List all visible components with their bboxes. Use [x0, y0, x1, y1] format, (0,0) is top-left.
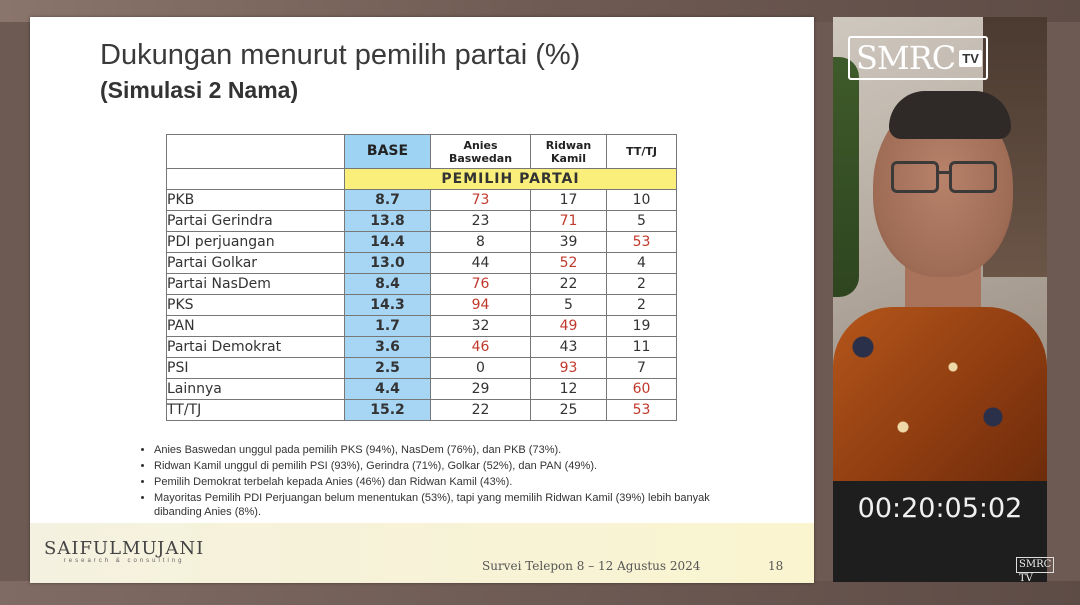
- cell-party: TT/TJ: [167, 400, 345, 421]
- cell-base: 14.3: [345, 295, 431, 316]
- note-item: • Mayoritas Pemilih PDI Perjuangan belum menentukan (53%), tapi yang memilih Ridwan Kamil (39%) lebih banyak dibanding Anies (8%).: [154, 491, 714, 519]
- table-header-row: [167, 135, 677, 169]
- note-item: • Ridwan Kamil unggul di pemilih PSI (93%), Gerindra (71%), Golkar (52%), dan PAN (49%).: [154, 459, 714, 473]
- survey-footer-text: Survei Telepon 8 – 12 Agustus 2024: [482, 559, 701, 573]
- table-row: [167, 400, 677, 421]
- page-number: 18: [768, 559, 784, 573]
- cell-ridwan: 49: [531, 316, 607, 337]
- cell-base: 8.4: [345, 274, 431, 295]
- header-ridwan: Ridwan Kamil: [531, 135, 607, 169]
- cell-ridwan: 17: [531, 190, 607, 211]
- cell-ridwan: 12: [531, 379, 607, 400]
- table-row: [167, 379, 677, 400]
- cell-ridwan: 93: [531, 358, 607, 379]
- cell-anies: 46: [431, 337, 531, 358]
- notes-list: [140, 443, 714, 521]
- cell-tttj: 53: [607, 400, 677, 421]
- cell-tttj: 19: [607, 316, 677, 337]
- logo-sub-text: research & consulting: [63, 558, 185, 564]
- cell-party: PSI: [167, 358, 345, 379]
- header-base: BASE: [345, 135, 431, 169]
- cell-party: PDI perjuangan: [167, 232, 345, 253]
- cell-tttj: 11: [607, 337, 677, 358]
- timecode-display: 00:20:05:02: [857, 493, 1023, 524]
- cell-anies: 73: [431, 190, 531, 211]
- mini-smrc-logo: SMRC TV: [1016, 557, 1054, 573]
- timer-panel: [833, 481, 1052, 584]
- table-row: [167, 253, 677, 274]
- section-row: [167, 169, 677, 190]
- cell-anies: 8: [431, 232, 531, 253]
- cell-anies: 44: [431, 253, 531, 274]
- smrc-logo-text: SMRC: [856, 39, 956, 77]
- header-anies: Anies Baswedan: [431, 135, 531, 169]
- cell-ridwan: 43: [531, 337, 607, 358]
- window-frame-bottom: [0, 581, 1080, 605]
- note-item: • Anies Baswedan unggul pada pemilih PKS (94%), NasDem (76%), dan PKB (73%).: [154, 443, 714, 457]
- cell-tttj: 10: [607, 190, 677, 211]
- section-label: PEMILIH PARTAI: [345, 169, 677, 190]
- cell-tttj: 5: [607, 211, 677, 232]
- cell-ridwan: 25: [531, 400, 607, 421]
- cell-base: 1.7: [345, 316, 431, 337]
- cell-anies: 76: [431, 274, 531, 295]
- cell-base: 4.4: [345, 379, 431, 400]
- table-row: [167, 337, 677, 358]
- presentation-slide: [30, 17, 814, 583]
- cell-tttj: 53: [607, 232, 677, 253]
- cell-tttj: 2: [607, 295, 677, 316]
- glasses-icon: [891, 161, 999, 191]
- cell-ridwan: 5: [531, 295, 607, 316]
- cell-anies: 32: [431, 316, 531, 337]
- smrc-tv-logo: [848, 36, 988, 80]
- presenter-hair: [889, 91, 1011, 139]
- table-row: [167, 295, 677, 316]
- cell-tttj: 7: [607, 358, 677, 379]
- cell-party: Partai Gerindra: [167, 211, 345, 232]
- cell-ridwan: 39: [531, 232, 607, 253]
- cell-base: 13.0: [345, 253, 431, 274]
- cell-anies: 22: [431, 400, 531, 421]
- cell-base: 8.7: [345, 190, 431, 211]
- cell-party: PAN: [167, 316, 345, 337]
- cell-tttj: 60: [607, 379, 677, 400]
- cell-base: 13.8: [345, 211, 431, 232]
- party-support-table: [166, 134, 677, 421]
- cell-tttj: 4: [607, 253, 677, 274]
- header-empty-cell: [167, 135, 345, 169]
- cell-party: Partai NasDem: [167, 274, 345, 295]
- logo-main-text: SAIFULMUJANI: [44, 538, 205, 559]
- cell-party: Partai Demokrat: [167, 337, 345, 358]
- cell-party: PKS: [167, 295, 345, 316]
- table-row: [167, 274, 677, 295]
- cell-base: 15.2: [345, 400, 431, 421]
- cell-ridwan: 71: [531, 211, 607, 232]
- section-empty-cell: [167, 169, 345, 190]
- cell-anies: 23: [431, 211, 531, 232]
- table-row: [167, 211, 677, 232]
- slide-subtitle: (Simulasi 2 Nama): [100, 77, 299, 103]
- background-plant: [833, 57, 859, 297]
- table-row: [167, 232, 677, 253]
- cell-ridwan: 52: [531, 253, 607, 274]
- saifulmujani-logo: [44, 538, 204, 564]
- cell-anies: 94: [431, 295, 531, 316]
- header-tttj: TT/TJ: [607, 135, 677, 169]
- table-row: [167, 190, 677, 211]
- cell-party: PKB: [167, 190, 345, 211]
- cell-base: 2.5: [345, 358, 431, 379]
- cell-base: 3.6: [345, 337, 431, 358]
- slide-title: Dukungan menurut pemilih partai (%): [100, 39, 581, 71]
- cell-anies: 0: [431, 358, 531, 379]
- note-item: • Pemilih Demokrat terbelah kepada Anies (46%) dan Ridwan Kamil (43%).: [154, 475, 714, 489]
- table-row: [167, 358, 677, 379]
- cell-ridwan: 22: [531, 274, 607, 295]
- cell-base: 14.4: [345, 232, 431, 253]
- cell-tttj: 2: [607, 274, 677, 295]
- presenter-batik-shirt: [833, 307, 1047, 481]
- smrc-tv-badge: TV: [959, 50, 982, 67]
- cell-anies: 29: [431, 379, 531, 400]
- cell-party: Partai Golkar: [167, 253, 345, 274]
- table-row: [167, 316, 677, 337]
- presenter-video: [833, 17, 1047, 481]
- cell-party: Lainnya: [167, 379, 345, 400]
